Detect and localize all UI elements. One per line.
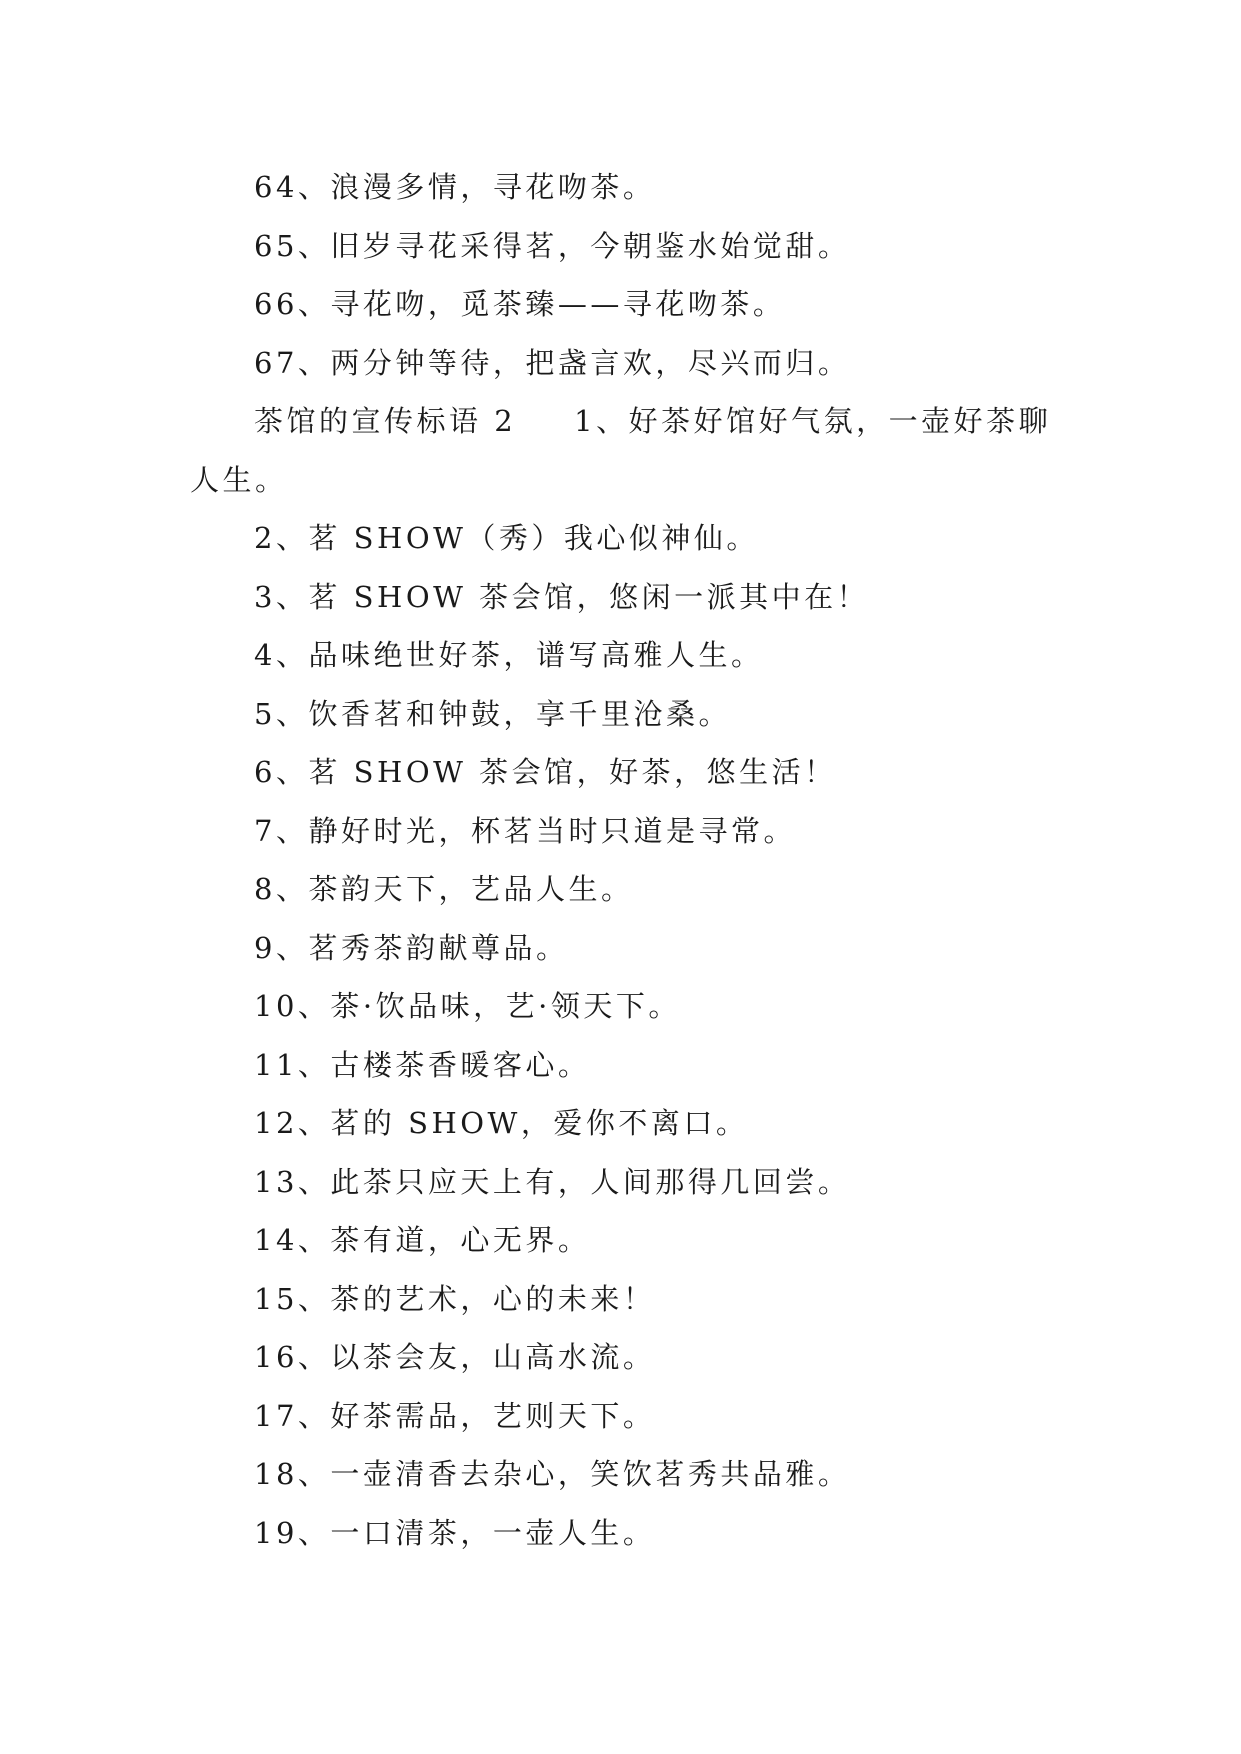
slogan-line: 5、饮香茗和钟鼓，享千里沧桑。 — [254, 696, 731, 731]
slogan-line: 2、茗 SHOW（秀）我心似神仙。 — [254, 521, 759, 555]
slogan-line: 13、此茶只应天上有，人间那得几回尝。 — [254, 1164, 851, 1199]
slogan-line: 67、两分钟等待，把盏言欢，尽兴而归。 — [254, 345, 851, 380]
slogan-line: 64、浪漫多情，寻花吻茶。 — [254, 170, 656, 204]
slogan-line: 1、好茶好馆好气氛，一壶好茶聊人生。 — [190, 404, 1052, 497]
slogan-line: 17、好茶需品，艺则天下。 — [254, 1398, 656, 1433]
slogan-line: 18、一壶清香去杂心，笑饮茗秀共品雅。 — [254, 1457, 851, 1491]
section-heading: 茶馆的宣传标语 2 — [254, 404, 517, 438]
slogan-line: 7、静好时光，杯茗当时只道是寻常。 — [254, 813, 796, 848]
slogan-line: 14、茶有道，心无界。 — [254, 1223, 591, 1257]
slogan-line: 6、茗 SHOW 茶会馆，好茶，悠生活！ — [254, 755, 837, 789]
slogan-line: 10、茶·饮品味，艺·领天下。 — [254, 989, 681, 1023]
slogan-line: 12、茗的 SHOW，爱你不离口。 — [254, 1106, 749, 1140]
slogan-line: 19、一口清茶，一壶人生。 — [254, 1515, 656, 1550]
slogan-line: 15、茶的艺术，心的未来！ — [254, 1281, 656, 1316]
slogan-line: 11、古楼茶香暖客心。 — [254, 1047, 591, 1082]
slogan-line: 3、茗 SHOW 茶会馆，悠闲一派其中在！ — [254, 579, 870, 614]
slogan-line: 66、寻花吻，觅茶臻——寻花吻茶。 — [254, 287, 786, 321]
slogan-line: 8、茶韵天下，艺品人生。 — [254, 872, 634, 906]
slogan-line: 9、茗秀茶韵献尊品。 — [254, 930, 569, 965]
slogan-line: 4、品味绝世好茶，谱写高雅人生。 — [254, 638, 764, 672]
slogan-line: 16、以茶会友，山高水流。 — [254, 1340, 656, 1374]
document-body — [190, 158, 1060, 1562]
slogan-line: 65、旧岁寻花采得茗，今朝鉴水始觉甜。 — [254, 228, 851, 263]
section-paragraph — [190, 392, 1060, 509]
